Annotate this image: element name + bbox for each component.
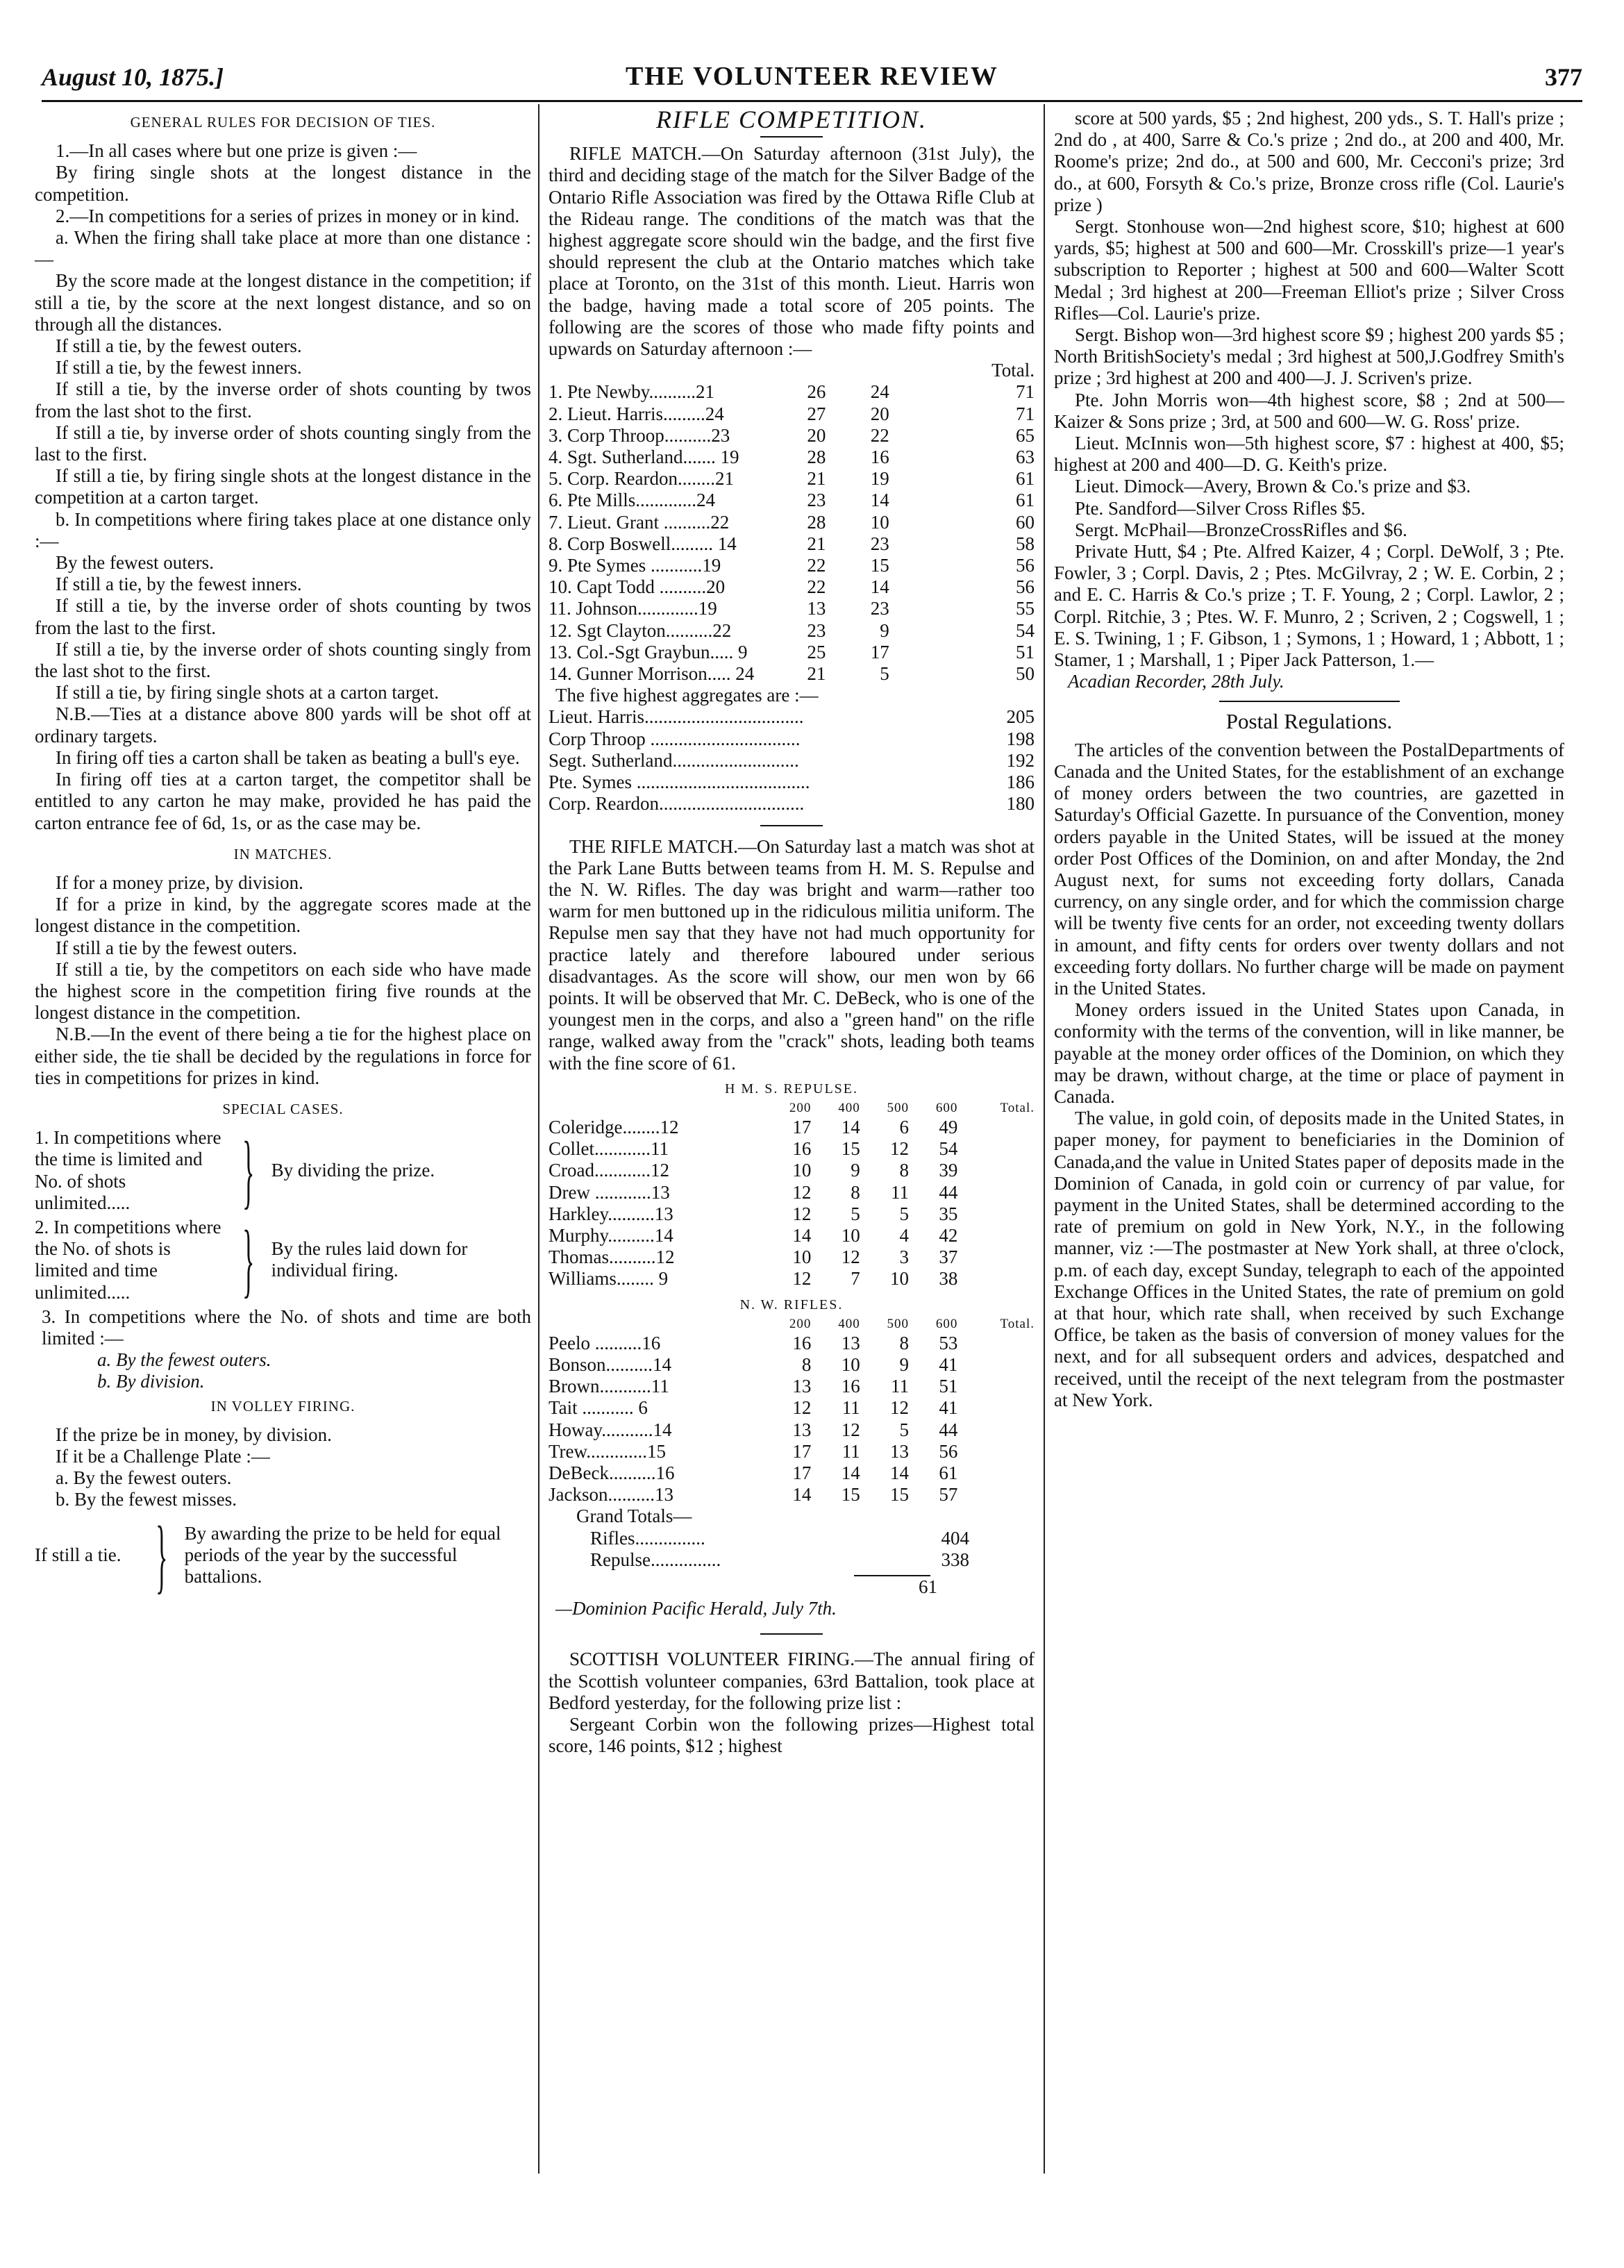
team-score-row bbox=[549, 1203, 1035, 1225]
score-cell: 14 bbox=[792, 1224, 812, 1246]
aggregate-row bbox=[549, 750, 1035, 772]
score-cell: 10 bbox=[792, 1246, 812, 1268]
score-cell: 23 bbox=[870, 533, 889, 554]
score-cell: 9 bbox=[851, 1160, 860, 1181]
rule-paragraph: If still a tie, by inverse order of shots counting singly from the last to the first. bbox=[35, 422, 531, 465]
score-cell: 51 bbox=[939, 1376, 958, 1397]
issue-date: August 10, 1875.] bbox=[42, 63, 224, 91]
distance-header: 500 bbox=[887, 1316, 910, 1331]
rifles-table bbox=[549, 1316, 1035, 1506]
score-cell: 58 bbox=[1016, 533, 1035, 554]
score-cell: 14 bbox=[841, 1116, 860, 1137]
score-cell: 14 bbox=[792, 1484, 812, 1506]
score-cell: 13 bbox=[807, 598, 826, 619]
team-score-row bbox=[549, 1225, 1035, 1246]
score-cell: 11 bbox=[842, 1440, 860, 1462]
name-cell: Jackson..........13 bbox=[549, 1484, 673, 1506]
score-cell: 8 bbox=[851, 1181, 860, 1203]
team-score-row bbox=[549, 1246, 1035, 1268]
name-cell: Segt. Sutherland........................... bbox=[549, 749, 799, 771]
score-cell: 5 bbox=[899, 1419, 910, 1440]
team-heading: N. W. RIFLES. bbox=[739, 1296, 844, 1312]
name-cell: 3. Corp Throop..........23 bbox=[549, 424, 730, 446]
rule-paragraph: If still a tie, by firing single shots at a carton target. bbox=[56, 682, 440, 703]
score-cell: 10 bbox=[792, 1160, 812, 1181]
rules-text bbox=[35, 140, 531, 834]
score-cell: 44 bbox=[939, 1181, 958, 1203]
prize-paragraph: Pte. John Morris won—4th highest score, $8 ; 2nd at 500—Kaizer & Sons prize ; 3rd, at 500 and 600—W. G. Ross' prize. bbox=[1054, 389, 1564, 432]
score-cell: 21 bbox=[807, 533, 826, 554]
match-report: THE RIFLE MATCH.—On Saturday last a match was shot at the Park Lane Butts between teams from H. M. S. Repulse and the N. W. Rifles. The day was bright and warm—rather too warm for men buttoned up in the ridiculous militia uniform. The Repulse men say that they have not had much opportunity for practice lately and therefore laboured under serious disadvantages. As the score will show, our men won by 66 points. It will be observed that Mr. C. DeBeck, who is one of the youngest men in the corps, and also a "green hand" on the rifle range, walked away from the "crack" shots, leading both teams with the fine score of 61. bbox=[549, 835, 1035, 1074]
difference: 61 bbox=[919, 1576, 937, 1597]
score-cell: 15 bbox=[890, 1484, 910, 1506]
score-row bbox=[549, 425, 1035, 447]
score-cell: 49 bbox=[939, 1116, 958, 1137]
score-cell: 51 bbox=[1016, 641, 1035, 662]
postal-title: Postal Regulations. bbox=[1225, 709, 1393, 734]
score-cell: 7 bbox=[851, 1268, 860, 1290]
score-cell: 21 bbox=[807, 468, 826, 490]
distance-header: Total. bbox=[1000, 1100, 1035, 1115]
score-cell: 54 bbox=[1016, 619, 1035, 641]
score-cell: 5 bbox=[880, 663, 889, 685]
name-cell: Pte. Symes ..................................... bbox=[549, 772, 810, 793]
score-row bbox=[549, 598, 1035, 619]
name-cell: Murphy..........14 bbox=[549, 1224, 673, 1246]
score-cell: 22 bbox=[870, 424, 889, 446]
score-cell: 4 bbox=[899, 1224, 910, 1246]
score-row bbox=[549, 533, 1035, 555]
score-cell: 37 bbox=[939, 1246, 958, 1268]
score-cell: 20 bbox=[807, 424, 826, 446]
grand-total-row bbox=[590, 1528, 969, 1549]
score-cell: 6 bbox=[899, 1116, 910, 1137]
article-intro: RIFLE MATCH.—On Saturday afternoon (31st July), the third and deciding stage of the match for the Silver Badge of the Ontario Rifle Association was fired by the Ottawa Rifle Club at the Rideau range. The conditions of the match was that the highest aggregate score should win the badge, and the first five should represent the club at the Ontario matches which take place at Toronto, on the 31st of this month. Lieut. Harris won the badge, having made a total score of 205 points. The following are the scores of those who made fifty points and upwards on Saturday afternoon :— bbox=[549, 143, 1035, 360]
team-score-row bbox=[549, 1397, 1035, 1419]
score-cell: 10 bbox=[841, 1353, 860, 1375]
name-cell: 12. Sgt Clayton..........22 bbox=[549, 619, 732, 641]
score-cell: 10 bbox=[890, 1268, 910, 1290]
column-divider bbox=[1044, 104, 1045, 2174]
rule-paragraph: If still a tie, by the fewest inners. bbox=[56, 574, 302, 595]
section-heading: IN VOLLEY FIRING. bbox=[210, 1397, 355, 1415]
header-rule bbox=[42, 100, 1582, 102]
score-cell: 55 bbox=[1016, 598, 1035, 619]
score-cell: 13 bbox=[792, 1419, 812, 1440]
score-cell: 54 bbox=[939, 1138, 958, 1160]
top5-label: The five highest aggregates are :— bbox=[555, 685, 819, 706]
prize-paragraph: Lieut. McInnis won—5th highest score, $7 : highest at 400, $5; highest at 200 and 400—D. G. Keith's prize. bbox=[1054, 433, 1564, 476]
volley-tie-right: By awarding the prize to be held for equal periods of the year by the successful battalions. bbox=[184, 1522, 501, 1587]
distance-header: 600 bbox=[935, 1316, 958, 1331]
score-cell: 56 bbox=[939, 1440, 958, 1462]
score-cell: 12 bbox=[841, 1419, 860, 1440]
score-cell: 50 bbox=[1016, 663, 1035, 685]
match-rule-paragraph: If still a tie, by the competitors on each side who have made the highest score in the competition firing five rounds at the longest distance in the competition. bbox=[35, 958, 531, 1024]
prize-paragraph: Pte. Sandford—Silver Cross Rifles $5. bbox=[1075, 497, 1366, 519]
score-cell: 17 bbox=[792, 1440, 812, 1462]
score-cell: 9 bbox=[899, 1353, 910, 1375]
score-cell: 61 bbox=[1016, 468, 1035, 490]
team-score-row bbox=[549, 1138, 1035, 1160]
score-cell: 13 bbox=[890, 1440, 910, 1462]
score-cell: 205 bbox=[1006, 706, 1035, 728]
team-heading: H M. S. REPULSE. bbox=[724, 1081, 859, 1097]
name-cell: 7. Lieut. Grant ..........22 bbox=[549, 511, 730, 533]
divider bbox=[760, 825, 823, 826]
distance-header: 200 bbox=[789, 1100, 812, 1115]
volley-rule-paragraph: a. By the fewest outers. bbox=[56, 1467, 232, 1489]
name-cell: Corp. Reardon............................... bbox=[549, 793, 805, 815]
name-cell: Croad............12 bbox=[549, 1160, 669, 1181]
rule-paragraph: If still a tie, by the inverse order of shots counting singly from the last shot to the first. bbox=[35, 638, 531, 682]
name-cell: Peelo ..........16 bbox=[549, 1332, 661, 1353]
score-cell: 61 bbox=[939, 1462, 958, 1483]
score-cell: 12 bbox=[792, 1203, 812, 1224]
grand-total-row bbox=[590, 1549, 969, 1571]
name-cell: DeBeck..........16 bbox=[549, 1462, 675, 1483]
rule-paragraph: If still a tie, by the fewest outers. bbox=[56, 335, 302, 357]
score-cell: 71 bbox=[1016, 403, 1035, 424]
rule-paragraph: In firing off ties at a carton target, the competitor shall be entitled to any carton he may make, provided he has paid the carton entrance fee of 6d, 1s, or as the case may be. bbox=[35, 769, 531, 833]
prize-paragraph: Lieut. Dimock—Avery, Brown & Co.'s prize and $3. bbox=[1075, 476, 1471, 497]
score-cell: 5 bbox=[899, 1203, 910, 1224]
score-cell: 53 bbox=[939, 1332, 958, 1353]
score-cell: 12 bbox=[792, 1181, 812, 1203]
rule-paragraph: 1.—In all cases where but one prize is given :— bbox=[56, 140, 417, 162]
aggregate-row bbox=[549, 728, 1035, 750]
volley-tie-left: If still a tie. bbox=[35, 1544, 122, 1565]
score-cell: 11 bbox=[842, 1397, 860, 1419]
score-cell: 12 bbox=[792, 1397, 812, 1419]
volley-rule-paragraph: b. By the fewest misses. bbox=[56, 1489, 237, 1510]
score-cell: 57 bbox=[939, 1484, 958, 1506]
name-cell: 11. Johnson.............19 bbox=[549, 598, 717, 619]
brace: } bbox=[156, 1508, 168, 1601]
column-2 bbox=[549, 108, 1035, 1757]
aggregate-row bbox=[549, 772, 1035, 793]
special-case-condition: 2. In competitions where the No. of shots is limited and time unlimited..... bbox=[35, 1216, 221, 1303]
rule-paragraph: By the score made at the longest distance in the competition; if still a tie, by the score at the next longest distance, and so on through all the distances. bbox=[35, 270, 531, 335]
repulse-table bbox=[549, 1100, 1035, 1290]
team-score-row bbox=[549, 1333, 1035, 1354]
special-case-3: 3. In competitions where the No. of shots and time are both limited :— bbox=[42, 1306, 531, 1349]
prize-paragraph: Private Hutt, $4 ; Pte. Alfred Kaizer, 4 ; Corpl. DeWolf, 3 ; Pte. Fowler, 3 ; Corpl. Davis, 2 ; Ptes. McGilvray, 2 ; W. E. Corbin, 2 ; and E. C. Harris & Co.'s prize ; T. F. Young, 2 ; Corpl. Lawlor, 2 ; Corpl. Ritchie, 3 ; Ptes. W. F. Munro, 2 ; Scriven, 2 ; Cogswell, 1 ; E. S. Twining, 1 ; F. Gibson, 1 ; Symons, 1 ; Howard, 1 ; Abbott, 1 ; Stamer, 1 ; Marshall, 1 ; Piper Jack Patterson, 1.— bbox=[1054, 541, 1564, 671]
score-cell: 22 bbox=[807, 576, 826, 598]
publication-title: THE VOLUNTEER REVIEW bbox=[626, 62, 998, 91]
prize-list bbox=[1054, 108, 1564, 671]
score-cell: 42 bbox=[939, 1224, 958, 1246]
score-cell: 16 bbox=[841, 1376, 860, 1397]
rule-paragraph: N.B.—Ties at a distance above 800 yards will be shot off at ordinary targets. bbox=[35, 703, 531, 747]
score-row bbox=[549, 576, 1035, 598]
aggregate-row bbox=[549, 793, 1035, 815]
score-cell: 56 bbox=[1016, 576, 1035, 598]
postal-paragraph: The value, in gold coin, of deposits made in the United States, in paper money, for payment to beneficiaries in the Dominion of Canada,and the value in United States paper of deposits made in the Dominion of Canada, in gold coin or currency of par value, for payment in the United States, shall be determined according to the rate of premium on gold in New York, N.Y., in the following manner, viz :—The postmaster at New York shall, at three o'clock, p.m. of each day, except Sunday, telegraph to each of the appointed Exchange Offices in the United States, the rate of premium on gold at that hour, which rate shall, when received by such Exchange Office, be taken as the basis of conversion of money values for the next, and for all subsequent orders and advices, despatched and received, until the receipt of the next telegram from the postmaster at New York. bbox=[1054, 1108, 1564, 1410]
score-cell: 16 bbox=[792, 1332, 812, 1353]
page-number: 377 bbox=[1545, 63, 1582, 91]
score-cell: 17 bbox=[792, 1116, 812, 1137]
score-cell: 23 bbox=[870, 598, 889, 619]
score-cell: 9 bbox=[880, 619, 889, 641]
name-cell: Bonson..........14 bbox=[549, 1353, 672, 1375]
volley-tie-rule bbox=[35, 1508, 531, 1601]
name-cell: 5. Corp. Reardon........21 bbox=[549, 468, 734, 490]
name-cell: 8. Corp Boswell......... 14 bbox=[549, 533, 737, 554]
score-cell: 71 bbox=[1016, 381, 1035, 403]
score-cell: 26 bbox=[807, 381, 826, 403]
team-score-row bbox=[549, 1354, 1035, 1376]
name-cell: 14. Gunner Morrison..... 24 bbox=[549, 663, 755, 685]
score-cell: 16 bbox=[870, 447, 889, 468]
score-cell: 12 bbox=[890, 1397, 910, 1419]
name-cell: Drew ............13 bbox=[549, 1181, 670, 1203]
score-cell: 12 bbox=[890, 1138, 910, 1160]
score-cell: 15 bbox=[841, 1484, 860, 1506]
page-header bbox=[42, 57, 1582, 99]
name-cell: Rifles............... bbox=[590, 1527, 705, 1549]
rule-paragraph: 2.—In competitions for a series of prizes in money or in kind. bbox=[56, 205, 520, 226]
divider bbox=[1219, 701, 1400, 702]
aggregate-row bbox=[549, 706, 1035, 728]
article-title: RIFLE COMPETITION. bbox=[656, 106, 927, 133]
volley-text bbox=[35, 1424, 531, 1511]
score-cell: 21 bbox=[807, 663, 826, 685]
score-row bbox=[549, 555, 1035, 576]
score-cell: 186 bbox=[1006, 772, 1035, 793]
name-cell: 13. Col.-Sgt Graybun..... 9 bbox=[549, 641, 748, 662]
score-cell: 41 bbox=[939, 1397, 958, 1419]
score-cell: 13 bbox=[792, 1376, 812, 1397]
table-header-row bbox=[549, 1316, 1035, 1333]
name-cell: 1. Pte Newby..........21 bbox=[549, 381, 714, 403]
name-cell: Tait ........... 6 bbox=[549, 1397, 648, 1419]
source-citation: —Dominion Pacific Herald, July 7th. bbox=[555, 1598, 837, 1619]
team-score-row bbox=[549, 1484, 1035, 1506]
postal-paragraph: The articles of the convention between the PostalDepartments of Canada and the United States, for the establishment of an exchange of money orders between the two countries, are gazetted in Saturday's Official Gazette. In pursuance of the Convention, money orders payable in the United States, will be issued at the money order Post Offices of the Dominion, on and after Monday, the 2nd August next, for sums not exceeding forty dollars, Canada currency, on any single order, and for which the commission charge will be twenty five cents for an order, not exceeding twenty dollars in amount, and fifty cents for orders over twenty dollars and not exceeding forty dollars. No further charge will be made on payment in the United States. bbox=[1054, 739, 1564, 999]
team-score-row bbox=[549, 1268, 1035, 1290]
score-row bbox=[549, 642, 1035, 663]
score-cell: 5 bbox=[851, 1203, 860, 1224]
score-cell: 12 bbox=[841, 1246, 860, 1268]
special-case-3a: a. By the fewest outers. bbox=[97, 1349, 271, 1371]
score-cell: 10 bbox=[841, 1224, 860, 1246]
score-cell: 14 bbox=[890, 1462, 910, 1483]
special-case bbox=[35, 1124, 531, 1217]
score-cell: 13 bbox=[841, 1332, 860, 1353]
score-cell: 404 bbox=[941, 1527, 969, 1549]
score-cell: 60 bbox=[1016, 511, 1035, 533]
distance-header: 200 bbox=[789, 1316, 812, 1331]
score-cell: 17 bbox=[870, 641, 889, 662]
distance-header: 600 bbox=[935, 1100, 958, 1115]
score-cell: 22 bbox=[807, 555, 826, 576]
team-score-row bbox=[549, 1441, 1035, 1462]
name-cell: 9. Pte Symes ...........19 bbox=[549, 555, 721, 576]
volley-rule-paragraph: If it be a Challenge Plate :— bbox=[56, 1445, 270, 1467]
divider bbox=[760, 1633, 823, 1635]
score-row bbox=[549, 403, 1035, 425]
score-cell: 16 bbox=[792, 1138, 812, 1160]
name-cell: Williams........ 9 bbox=[549, 1268, 669, 1290]
grand-totals-label: Grand Totals— bbox=[576, 1506, 692, 1527]
score-cell: 38 bbox=[939, 1268, 958, 1290]
special-case-rule: By the rules laid down for individual firing. bbox=[271, 1238, 468, 1281]
prize-paragraph: score at 500 yards, $5 ; 2nd highest, 200 yds., S. T. Hall's prize ; 2nd do , at 400, Sarre & Co.'s prize ; 2nd do., at 200 and 400, Mr. Roome's prize; 2nd do., at 500 and 600, Mr. Cecconi's prize; 3rd do., at 600, Forsyth & Co.'s prize, Bronze cross rifle (Col. Laurie's prize ) bbox=[1054, 108, 1564, 215]
score-cell: 11 bbox=[891, 1376, 910, 1397]
section-heading: IN MATCHES. bbox=[233, 845, 333, 862]
score-cell: 8 bbox=[899, 1332, 910, 1353]
top5-table bbox=[549, 706, 1035, 815]
team-score-row bbox=[549, 1419, 1035, 1441]
distance-header: Total. bbox=[1000, 1316, 1035, 1331]
name-cell: Corp Throop ................................ bbox=[549, 728, 801, 749]
score-row bbox=[549, 381, 1035, 403]
name-cell: 6. Pte Mills.............24 bbox=[549, 490, 716, 511]
score-cell: 65 bbox=[1016, 424, 1035, 446]
postal-text bbox=[1054, 740, 1564, 1411]
divider bbox=[760, 136, 823, 137]
score-cell: 338 bbox=[941, 1549, 969, 1570]
column-1 bbox=[35, 108, 531, 1600]
team-score-row bbox=[549, 1117, 1035, 1138]
name-cell: Harkley..........13 bbox=[549, 1203, 673, 1224]
prize-paragraph: Sergt. Stonhouse won—2nd highest score, $10; highest at 600 yards, $5; highest at 500 and 600—Mr. Crosskill's prize—1 year's subscription to Reporter ; highest at 500 and 600—Walter Scott Medal ; 3rd highest at 200—Freeman Elliot's prize ; Silver Cross Rifles—Col. Laurie's prize. bbox=[1054, 216, 1564, 324]
scottish-report: SCOTTISH VOLUNTEER FIRING.—The annual firing of the Scottish volunteer companies, 63rd Battalion, took place at Bedford yesterday, for the following prize list : bbox=[549, 1649, 1035, 1713]
distance-header: 400 bbox=[838, 1316, 860, 1331]
blank-header bbox=[549, 1316, 762, 1333]
score-cell: 3 bbox=[899, 1246, 910, 1268]
score-cell: 10 bbox=[870, 511, 889, 533]
rule-paragraph: b. In competitions where firing takes place at one distance only :— bbox=[35, 508, 531, 551]
match-rule-paragraph: N.B.—In the event of there being a tie for the highest place on either side, the tie shall be decided by the regulations in force for ties in competitions for prizes in kind. bbox=[35, 1024, 531, 1088]
match-rule-paragraph: If for a prize in kind, by the aggregate scores made at the longest distance in the competition. bbox=[35, 894, 531, 937]
brace: } bbox=[242, 1213, 255, 1306]
score-cell: 23 bbox=[807, 490, 826, 511]
matches-text bbox=[35, 872, 531, 1089]
score-cell: 15 bbox=[870, 555, 889, 576]
section-heading: SPECIAL CASES. bbox=[222, 1100, 344, 1117]
score-cell: 61 bbox=[1016, 490, 1035, 511]
blank-header bbox=[549, 1100, 762, 1117]
volley-rule-paragraph: If the prize be in money, by division. bbox=[56, 1424, 332, 1445]
rule-paragraph: a. When the firing shall take place at more than one distance :— bbox=[35, 227, 531, 270]
score-cell: 12 bbox=[792, 1268, 812, 1290]
score-cell: 27 bbox=[807, 403, 826, 424]
score-cell: 41 bbox=[939, 1353, 958, 1375]
score-cell: 14 bbox=[841, 1462, 860, 1483]
score-cell: 63 bbox=[1016, 447, 1035, 468]
score-cell: 198 bbox=[1006, 728, 1035, 749]
postal-paragraph: Money orders issued in the United States upon Canada, in conformity with the terms of the convention, will in like manner, be payable at the money order offices of the Dominion, on which they may be drawn, without charge, at the time or place of payment in Canada. bbox=[1054, 999, 1564, 1107]
score-cell: 11 bbox=[891, 1181, 910, 1203]
distance-header: 500 bbox=[887, 1100, 910, 1115]
total-label: Total. bbox=[991, 360, 1035, 381]
score-cell: 20 bbox=[870, 403, 889, 424]
name-cell: Coleridge........12 bbox=[549, 1116, 679, 1137]
team-score-row bbox=[549, 1376, 1035, 1397]
prize-paragraph: Sergt. McPhail—BronzeCrossRifles and $6. bbox=[1075, 519, 1407, 540]
scores-table bbox=[549, 360, 1035, 685]
rule-paragraph: In firing off ties a carton shall be taken as beating a bull's eye. bbox=[56, 747, 520, 768]
score-cell: 14 bbox=[870, 576, 889, 598]
special-case-condition: 1. In competitions where the time is limited and No. of shots unlimited..... bbox=[35, 1127, 221, 1213]
special-case-rule: By dividing the prize. bbox=[271, 1159, 435, 1181]
score-row bbox=[549, 620, 1035, 642]
score-row bbox=[549, 468, 1035, 490]
column-divider bbox=[538, 104, 539, 2174]
name-cell: Brown...........11 bbox=[549, 1376, 669, 1397]
score-cell: 15 bbox=[841, 1138, 860, 1160]
name-cell: Thomas..........12 bbox=[549, 1246, 675, 1268]
section-heading: GENERAL RULES FOR DECISION OF TIES. bbox=[130, 114, 436, 131]
score-cell: 28 bbox=[807, 511, 826, 533]
prize-paragraph: Sergt. Bishop won—3rd highest score $9 ; highest 200 yards $5 ; North BritishSociety's medal ; 3rd highest at 500,J.Godfrey Smith's prize ; 3rd highest at 200 and 400—J. J. Scriven's prize. bbox=[1054, 324, 1564, 389]
score-cell: 56 bbox=[1016, 555, 1035, 576]
brace: } bbox=[242, 1124, 255, 1217]
match-rule-paragraph: If for a money prize, by division. bbox=[56, 872, 303, 893]
rule-paragraph: If still a tie, by firing single shots at the longest distance in the competition at a carton target. bbox=[35, 465, 531, 508]
team-score-row bbox=[549, 1160, 1035, 1181]
match-rule-paragraph: If still a tie by the fewest outers. bbox=[56, 937, 297, 958]
score-cell: 8 bbox=[801, 1353, 812, 1375]
column-3 bbox=[1054, 108, 1564, 1411]
score-cell: 25 bbox=[807, 641, 826, 662]
rule-paragraph: If still a tie, by the inverse order of shots counting by twos from the last shot to the first. bbox=[35, 378, 531, 422]
score-row bbox=[549, 490, 1035, 511]
rule-paragraph: If still a tie, by the fewest inners. bbox=[56, 357, 302, 378]
name-cell: Howay...........14 bbox=[549, 1419, 672, 1440]
rule-paragraph: By firing single shots at the longest distance in the competition. bbox=[35, 162, 531, 205]
score-cell: 23 bbox=[807, 619, 826, 641]
rule-paragraph: If still a tie, by the inverse order of shots counting by twos from the last to the first. bbox=[35, 595, 531, 638]
score-cell: 14 bbox=[870, 490, 889, 511]
corbin-prizes: Sergeant Corbin won the following prizes—Highest total score, 146 points, $12 ; highest bbox=[549, 1714, 1035, 1757]
score-cell: 24 bbox=[870, 381, 889, 403]
score-cell: 44 bbox=[939, 1419, 958, 1440]
team-score-row bbox=[549, 1462, 1035, 1484]
score-cell: 19 bbox=[870, 468, 889, 490]
score-cell: 180 bbox=[1006, 793, 1035, 815]
special-cases bbox=[35, 1124, 531, 1306]
score-cell: 28 bbox=[807, 447, 826, 468]
name-cell: 10. Capt Todd ..........20 bbox=[549, 576, 726, 598]
name-cell: Lieut. Harris.................................. bbox=[549, 706, 804, 728]
score-row bbox=[549, 663, 1035, 685]
team-score-row bbox=[549, 1182, 1035, 1203]
score-cell: 35 bbox=[939, 1203, 958, 1224]
score-row bbox=[549, 447, 1035, 468]
score-cell: 192 bbox=[1006, 749, 1035, 771]
grand-totals-table bbox=[590, 1528, 969, 1571]
special-case bbox=[35, 1213, 531, 1306]
score-cell: 39 bbox=[939, 1160, 958, 1181]
name-cell: Collet............11 bbox=[549, 1138, 669, 1160]
source-citation: Acadian Recorder, 28th July. bbox=[1068, 671, 1284, 692]
distance-header: 400 bbox=[838, 1100, 860, 1115]
rule-paragraph: By the fewest outers. bbox=[56, 552, 214, 574]
name-cell: Trew.............15 bbox=[549, 1440, 667, 1462]
name-cell: Repulse............... bbox=[590, 1549, 721, 1570]
table-header-row bbox=[549, 1100, 1035, 1117]
special-case-3b: b. By division. bbox=[97, 1371, 205, 1392]
score-cell: 8 bbox=[899, 1160, 910, 1181]
score-row bbox=[549, 512, 1035, 533]
score-cell: 17 bbox=[792, 1462, 812, 1483]
name-cell: 2. Lieut. Harris.........24 bbox=[549, 403, 724, 424]
name-cell: 4. Sgt. Sutherland....... 19 bbox=[549, 447, 739, 468]
